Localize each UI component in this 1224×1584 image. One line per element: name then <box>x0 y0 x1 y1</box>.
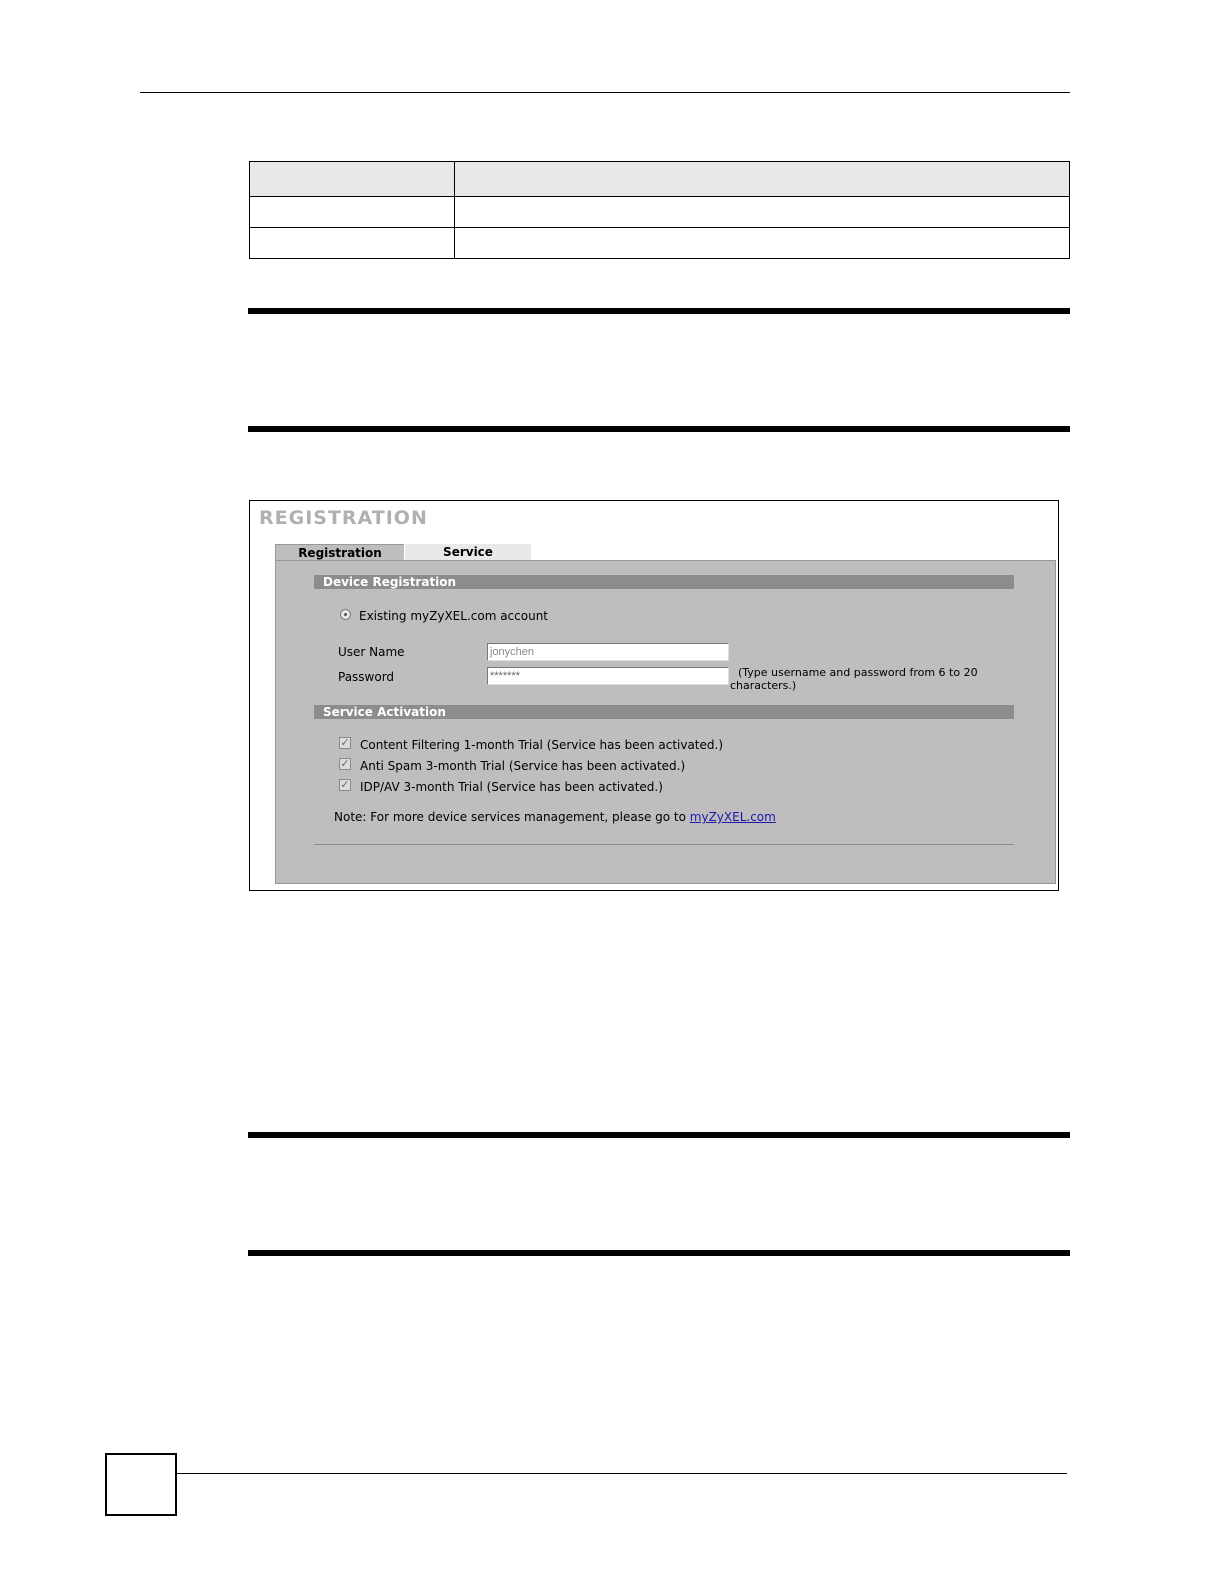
note-bottom-bar <box>248 426 1070 432</box>
password-input[interactable]: ******* <box>487 667 729 685</box>
table-row <box>250 197 1070 228</box>
device-registration-header: Device Registration <box>314 575 1014 589</box>
registration-panel <box>275 560 1056 884</box>
user-name-input[interactable]: jonychen <box>487 643 729 661</box>
footer-rule <box>177 1473 1067 1474</box>
myzyxel-link[interactable]: myZyXEL.com <box>689 810 776 824</box>
user-name-label: User Name <box>338 645 405 659</box>
existing-account-radio[interactable] <box>340 609 351 620</box>
tab-registration[interactable]: Registration <box>275 544 404 561</box>
content-filtering-checkbox[interactable]: ✓ <box>340 736 350 749</box>
table-cell <box>455 228 1070 259</box>
credential-hint-line2: characters.) <box>730 679 797 692</box>
header-rule <box>140 92 1070 93</box>
table-header-cell <box>455 162 1070 197</box>
table-cell <box>250 197 455 228</box>
table-cell <box>250 228 455 259</box>
password-label: Password <box>338 670 395 684</box>
reference-table <box>249 161 1070 259</box>
table-row <box>250 228 1070 259</box>
table-cell <box>455 197 1070 228</box>
services-note <box>334 810 776 824</box>
table-header-cell <box>250 162 455 197</box>
note2-bottom-bar <box>248 1250 1070 1256</box>
credential-hint-line1: (Type username and password from 6 to 20 <box>738 666 978 679</box>
registration-screenshot <box>249 500 1059 891</box>
existing-account-label: Existing myZyXEL.com account <box>359 609 549 623</box>
page-title: REGISTRATION <box>259 507 428 529</box>
page-number-box <box>105 1453 177 1516</box>
content-filtering-label: Content Filtering 1-month Trial (Service has been activated.) <box>360 738 724 752</box>
note2-top-bar <box>248 1132 1070 1138</box>
note-top-bar <box>248 308 1070 314</box>
tab-service[interactable]: Service <box>405 544 531 560</box>
idp-av-label: IDP/AV 3-month Trial (Service has been activated.) <box>360 780 663 794</box>
panel-divider <box>314 844 1014 845</box>
services-note-text: Note: For more device services management, please go to <box>334 810 690 824</box>
anti-spam-checkbox[interactable]: ✓ <box>340 757 350 770</box>
anti-spam-label: Anti Spam 3-month Trial (Service has been activated.) <box>360 759 686 773</box>
service-activation-header: Service Activation <box>314 705 1014 719</box>
table-header-row <box>250 162 1070 197</box>
idp-av-checkbox[interactable]: ✓ <box>340 778 350 791</box>
